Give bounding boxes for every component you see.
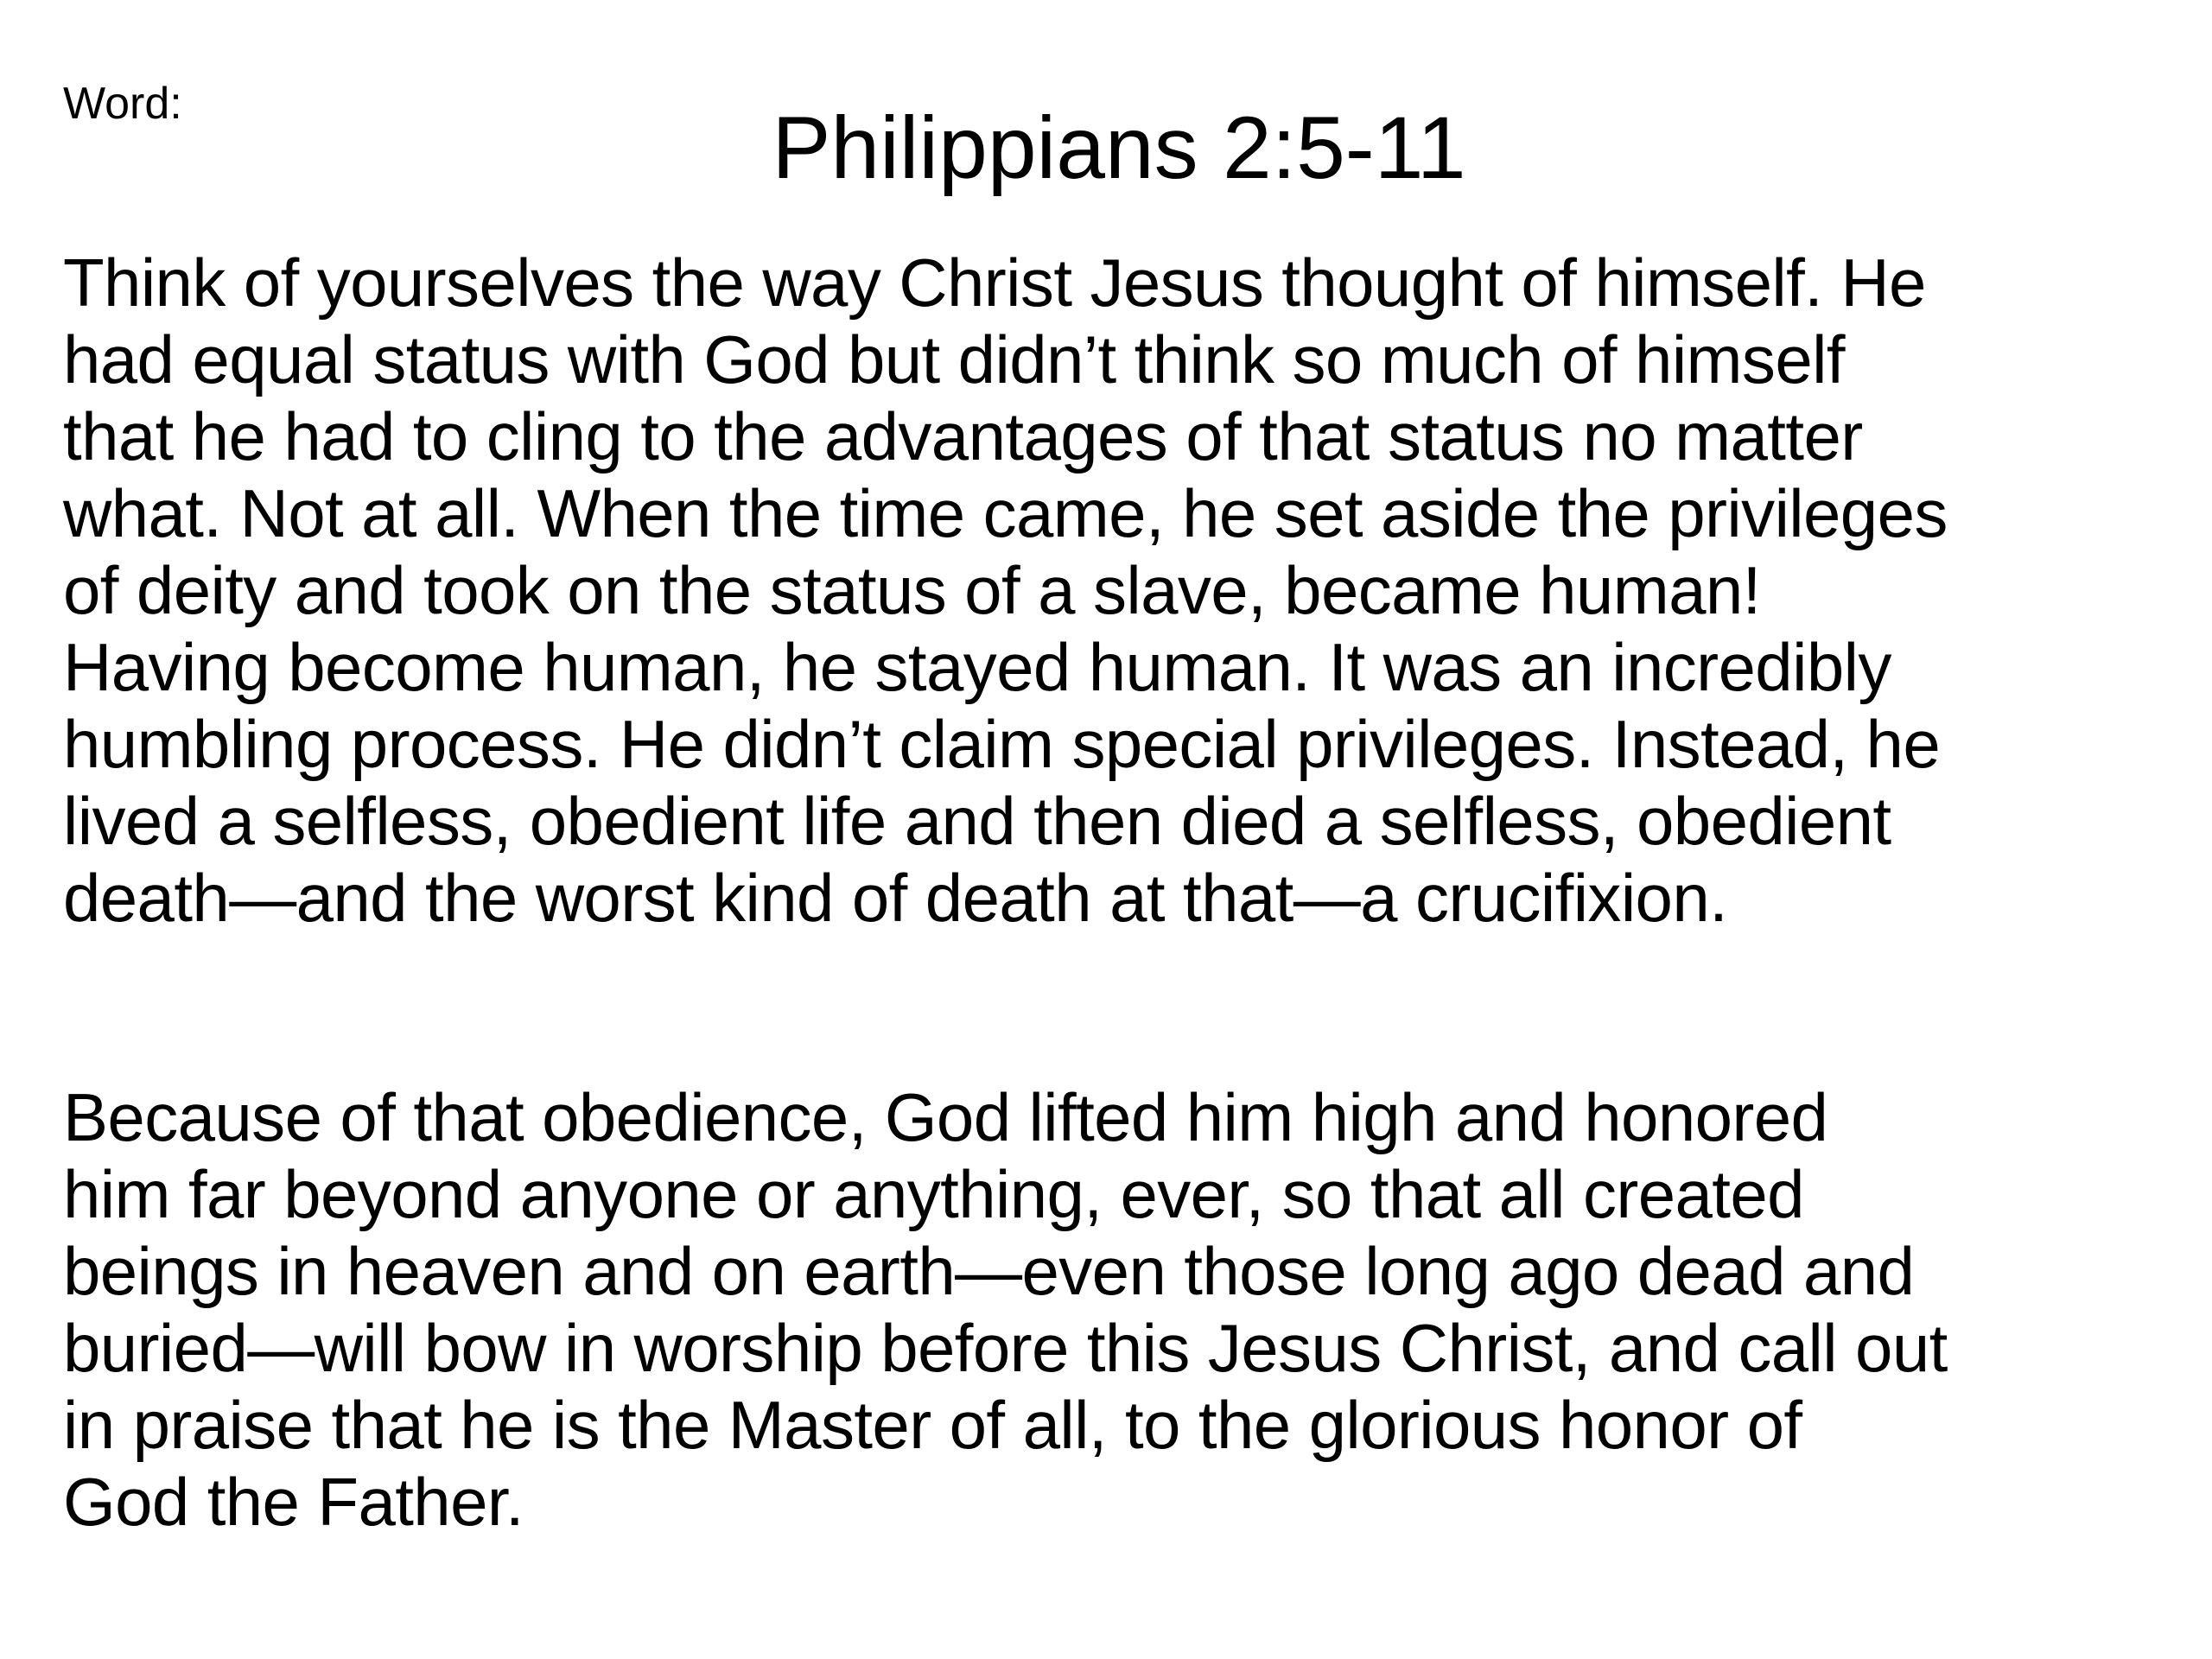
text-line: Having become human, he stayed human. It was an incredibly [63,629,1891,705]
text-line: Because of that obedience, God lifted him high and honored [63,1079,1828,1155]
scripture-paragraph-2 [63,1079,2206,1541]
scripture-paragraph-1 [63,245,2206,937]
word-label: Word: [63,79,182,129]
text-line: beings in heaven and on earth—even those long ago dead and [63,1233,1915,1309]
text-line: Think of yourselves the way Christ Jesus thought of himself. He [63,245,1926,321]
text-line: lived a selfless, obedient life and then died a selfless, obedient [63,783,1891,859]
text-line: of deity and took on the status of a slave, became human! [63,552,1761,628]
slide-title: Philippians 2:5-11 [772,99,1466,197]
text-line: had equal status with God but didn’t think so much of himself [63,321,1845,397]
text-line: death—and the worst kind of death at that—a crucifixion. [63,860,1728,936]
text-line: buried—will bow in worship before this Jesus Christ, and call out [63,1310,1948,1386]
text-line: him far beyond anyone or anything, ever, so that all created [63,1156,1804,1232]
text-line: humbling process. He didn’t claim special privileges. Instead, he [63,706,1941,782]
text-line: what. Not at all. When the time came, he set aside the privileges [63,475,1948,551]
text-line: that he had to cling to the advantages of that status no matter [63,398,1863,474]
text-line: God the Father. [63,1464,524,1540]
text-line: in praise that he is the Master of all, to the glorious honor of [63,1387,1802,1463]
